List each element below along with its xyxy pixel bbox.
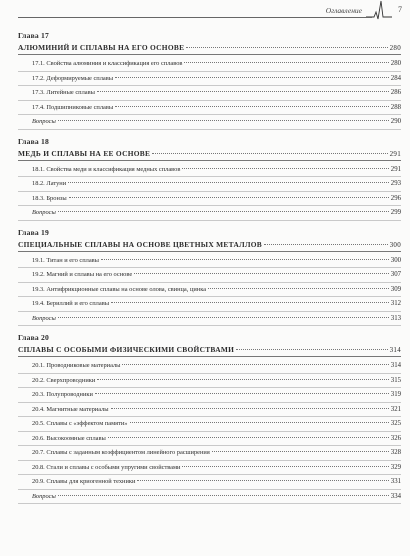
- header-rule: [18, 17, 372, 18]
- dot-leader: [58, 120, 389, 121]
- running-title: Оглавление: [325, 6, 362, 15]
- entry-title: 20.3. Полупроводники: [32, 391, 93, 398]
- entry-title: Вопросы: [32, 209, 56, 216]
- entry-title: Вопросы: [32, 314, 56, 322]
- chapter-title-row[interactable]: [18, 42, 401, 55]
- entry-page: 331: [390, 478, 401, 485]
- dot-leader: [97, 379, 389, 380]
- entry-title: 18.3. Бронзы: [32, 194, 67, 202]
- chapter-label: Глава 19: [18, 227, 50, 237]
- entry-page: 293: [390, 180, 401, 187]
- toc-entry[interactable]: [18, 297, 401, 312]
- dot-leader: [182, 466, 388, 467]
- toc-entry-questions[interactable]: [18, 312, 401, 327]
- dot-leader: [208, 288, 389, 289]
- entry-title: 19.3. Антифрикционные сплавы на основе олова, свинца, цинка: [32, 285, 207, 293]
- entry-page: 325: [390, 420, 401, 427]
- entry-title: 19.4. Бериллий и его сплавы: [32, 300, 110, 307]
- entry-page: 284: [390, 74, 401, 82]
- entry-page: 290: [390, 118, 401, 125]
- entry-page: 321: [390, 405, 401, 413]
- dot-leader: [264, 244, 388, 245]
- toc-entry[interactable]: [18, 163, 401, 178]
- dot-leader: [152, 153, 387, 154]
- dot-leader: [69, 197, 389, 198]
- dot-leader: [58, 211, 389, 212]
- entry-page: 319: [390, 391, 401, 398]
- toc-entry[interactable]: [18, 254, 401, 269]
- entry-page: 307: [390, 271, 401, 278]
- dot-leader: [236, 349, 387, 350]
- toc-entry[interactable]: [18, 177, 401, 192]
- toc-entry[interactable]: [18, 388, 401, 403]
- entry-page: 315: [390, 376, 401, 384]
- dot-leader: [111, 408, 389, 409]
- dot-leader: [108, 437, 389, 438]
- dot-leader: [137, 480, 388, 481]
- entry-title: 20.9. Сплавы для криогенной техники: [32, 478, 136, 485]
- toc-entry-questions[interactable]: [18, 206, 401, 221]
- page-header: [0, 0, 410, 22]
- chapter-18: [18, 136, 401, 221]
- entry-title: 19.2. Магний и сплавы на его основе: [32, 271, 133, 278]
- entry-title: 19.1. Титан и его сплавы: [32, 256, 99, 264]
- entry-title: 18.2. Латуни: [32, 180, 67, 187]
- entry-page: 286: [390, 89, 401, 96]
- toc-entry[interactable]: [18, 475, 401, 490]
- dot-leader: [115, 106, 389, 107]
- entry-title: 17.1. Свойства алюминия и классификация его сплавов: [32, 60, 183, 67]
- entry-page: 326: [390, 434, 401, 442]
- chapter-label: Глава 18: [18, 136, 50, 146]
- entry-title: Вопросы: [32, 492, 56, 500]
- dot-leader: [95, 393, 389, 394]
- toc-entry[interactable]: [18, 57, 401, 72]
- entry-page: 329: [390, 463, 401, 471]
- entry-title: 20.1. Проводниковые материалы: [32, 362, 121, 369]
- entry-title: 17.2. Деформируемые сплавы: [32, 74, 114, 82]
- entry-page: 299: [390, 209, 401, 216]
- toc-entry-questions[interactable]: [18, 115, 401, 130]
- dot-leader: [111, 302, 389, 303]
- toc-entry[interactable]: [18, 417, 401, 432]
- entry-title: 20.2. Сверхпроводники: [32, 376, 96, 384]
- dot-leader: [182, 168, 388, 169]
- dot-leader: [130, 422, 389, 423]
- entry-title: 20.6. Высокоомные сплавы: [32, 434, 106, 442]
- chapter-title: АЛЮМИНИЙ И СПЛАВЫ НА ЕГО ОСНОВЕ: [18, 43, 185, 52]
- page-number: 7: [398, 5, 402, 14]
- dot-leader: [101, 259, 389, 260]
- chapter-label: Глава 20: [18, 333, 50, 342]
- dot-leader: [122, 364, 388, 365]
- toc-entry[interactable]: [18, 283, 401, 298]
- dot-leader: [115, 77, 389, 78]
- entry-page: 300: [390, 256, 401, 264]
- entry-page: 328: [390, 449, 401, 456]
- chapter-title-row[interactable]: [18, 148, 401, 161]
- dot-leader: [186, 47, 387, 48]
- dot-leader: [58, 317, 389, 318]
- entry-page: 291: [390, 165, 401, 173]
- toc-entry-questions[interactable]: [18, 490, 401, 505]
- toc-entry[interactable]: [18, 374, 401, 389]
- entry-title: 20.5. Сплавы с «эффектом памяти»: [32, 420, 128, 427]
- dot-leader: [134, 273, 389, 274]
- chapter-page: 314: [389, 346, 401, 354]
- entry-title: 17.3. Литейные сплавы: [32, 89, 95, 96]
- chapter-20: [18, 332, 401, 504]
- dot-leader: [212, 451, 389, 452]
- entry-page: 296: [390, 194, 401, 202]
- entry-title: Вопросы: [32, 118, 56, 125]
- toc-entry[interactable]: [18, 86, 401, 101]
- toc-entry[interactable]: [18, 101, 401, 116]
- chapter-page: 300: [389, 240, 401, 249]
- entry-page: 314: [390, 362, 401, 369]
- chapter-title: МЕДЬ И СПЛАВЫ НА ЕЕ ОСНОВЕ: [18, 148, 151, 158]
- toc-entry[interactable]: [18, 446, 401, 461]
- chapter-label: Глава 17: [18, 31, 50, 40]
- chapter-17: [18, 30, 401, 130]
- dot-leader: [97, 91, 389, 92]
- chapter-title: СПЕЦИАЛЬНЫЕ СПЛАВЫ НА ОСНОВЕ ЦВЕТНЫХ МЕТАЛЛОВ: [18, 239, 263, 249]
- dot-leader: [58, 495, 389, 496]
- table-of-contents: [18, 30, 401, 504]
- toc-entry[interactable]: [18, 461, 401, 476]
- chapter-title-row[interactable]: [18, 239, 401, 252]
- entry-page: 313: [390, 314, 401, 322]
- entry-title: 18.1. Свойства меди и классификация медных сплавов: [32, 165, 181, 173]
- chapter-title: СПЛАВЫ С ОСОБЫМИ ФИЗИЧЕСКИМИ СВОЙСТВАМИ: [18, 345, 235, 354]
- toc-entry[interactable]: [18, 359, 401, 374]
- entry-title: 20.8. Стали и сплавы с особыми упругими свойствами: [32, 463, 181, 471]
- toc-entry[interactable]: [18, 72, 401, 87]
- chapter-19: [18, 227, 401, 327]
- entry-title: 17.4. Подшипниковые сплавы: [32, 103, 114, 111]
- chapter-page: 280: [389, 44, 401, 52]
- entry-page: 312: [390, 300, 401, 307]
- toc-entry[interactable]: [18, 268, 401, 283]
- chapter-title-row[interactable]: [18, 344, 401, 357]
- dot-leader: [184, 62, 388, 63]
- entry-title: 20.4. Магнитные материалы: [32, 405, 109, 413]
- entry-page: 334: [390, 492, 401, 500]
- entry-title: 20.7. Сплавы с заданным коэффициентом линейного расширения: [32, 449, 210, 456]
- toc-entry[interactable]: [18, 192, 401, 207]
- toc-entry[interactable]: [18, 403, 401, 418]
- dot-leader: [68, 182, 389, 183]
- entry-page: 280: [390, 60, 401, 67]
- chapter-page: 291: [389, 149, 401, 158]
- entry-page: 309: [390, 285, 401, 293]
- toc-entry[interactable]: [18, 432, 401, 447]
- entry-page: 288: [390, 103, 401, 111]
